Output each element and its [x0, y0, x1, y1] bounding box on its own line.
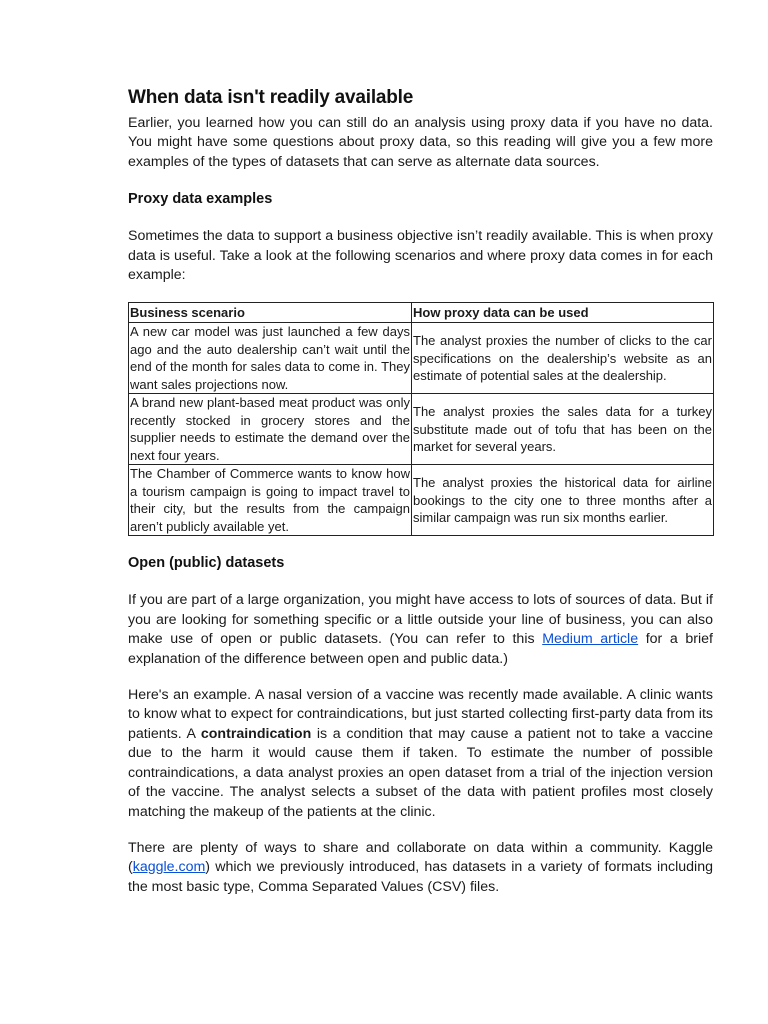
document-content: [128, 86, 713, 897]
table-cell-scenario: The Chamber of Commerce wants to know how a tourism campaign is going to impact travel to their city, but the results from the campaign aren’t publicly available yet.: [130, 466, 410, 534]
table-cell-proxy: The analyst proxies the number of clicks to the car specifications on the dealership’s website as an estimate of potential sales at the dealership.: [412, 323, 714, 394]
medium-article-link[interactable]: Medium article: [542, 631, 639, 648]
table-row: [129, 323, 714, 394]
proxy-data-heading: Proxy data examples: [128, 191, 273, 208]
table-row: [129, 394, 714, 465]
table-header-row: [129, 303, 714, 323]
open-datasets-paragraph-3: There are plenty of ways to share and collaborate on data within a community. Kaggle (kaggle.com) which we previously introduced, has datasets in a variety of formats including the most basic type, Comma Separated Values (CSV) files.: [128, 839, 713, 895]
table-cell-scenario: A new car model was just launched a few days ago and the auto dealership can’t wait until the end of the month for sales data to come in. They want sales projections now.: [130, 324, 410, 392]
table-row: [129, 465, 714, 536]
open-datasets-heading: Open (public) datasets: [128, 555, 285, 572]
open-datasets-paragraph-2: Here's an example. A nasal version of a vaccine was recently made available. A clinic wants to know what to expect for contraindications, but just started collecting first-party data from its patients. A contraindication is a condition that may cause a patient not to take a vaccine due to the harm it would cause them if taken. To estimate the number of possible contraindications, a data analyst proxies an open dataset from a trial of the injection version of the vaccine. The analyst selects a subset of the data with patient profiles most closely matching the makeup of the patients at the clinic.: [128, 687, 713, 820]
table-cell-proxy: The analyst proxies the historical data for airline bookings to the city one to three months after a similar campaign was run six months earlier.: [412, 465, 714, 536]
table-header-business-scenario: Business scenario: [129, 303, 412, 323]
proxy-data-paragraph: Sometimes the data to support a business objective isn’t readily available. This is when proxy data is useful. Take a look at the following scenarios and where proxy data comes in for each example:: [128, 228, 713, 284]
table-header-proxy-usage: How proxy data can be used: [412, 303, 714, 323]
contraindication-term: contraindication: [200, 725, 312, 742]
open-datasets-paragraph-1: If you are part of a large organization, you might have access to lots of sources of data. But if you are looking for something specific or a little outside your line of business, you can also make use of open or public datasets. (You can refer to this Medium article for a brief explanation of the difference between open and public data.): [128, 592, 713, 667]
intro-paragraph: Earlier, you learned how you can still do an analysis using proxy data if you have no data. You might have some questions about proxy data, so this reading will give you a few more examples of the types of datasets that can serve as alternate data sources.: [128, 115, 713, 170]
table-cell-scenario: A brand new plant-based meat product was only recently stocked in grocery stores and the supplier needs to estimate the demand over the next four years.: [130, 395, 410, 463]
page-title: When data isn't readily available: [128, 87, 414, 108]
proxy-data-table: [128, 302, 714, 536]
table-cell-proxy: The analyst proxies the sales data for a turkey substitute made out of tofu that has been on the market for several years.: [412, 394, 714, 465]
kaggle-link[interactable]: kaggle.com: [132, 859, 206, 876]
